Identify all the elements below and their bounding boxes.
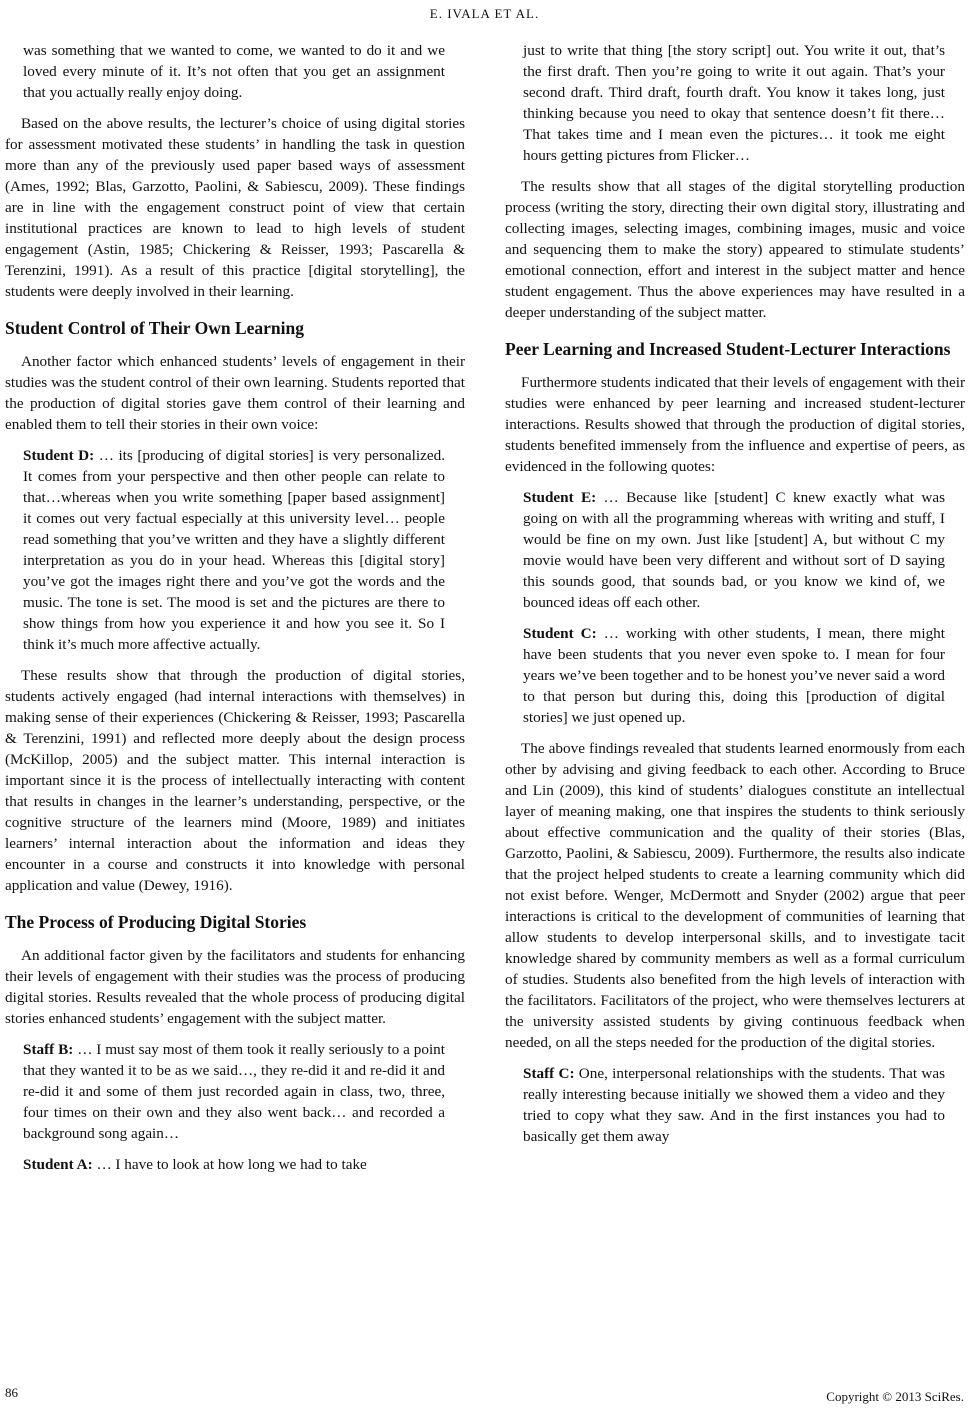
quote-speaker: Staff B:	[23, 1041, 74, 1058]
quote-student-c	[523, 623, 945, 728]
quote-speaker: Student A:	[23, 1156, 93, 1173]
quote-continuation: was something that we wanted to come, we wanted to do it and we loved every minute of it. It’s not often that you get an assignment that you actually really enjoy doing.	[23, 42, 445, 101]
paragraph: An additional factor given by the facilitators and students for enhancing their levels of engagement with their studies was the process of producing digital stories. Results revealed that the whole process of producing digital stories enhanced students’ engagement with the subject matter.	[5, 947, 465, 1027]
section-heading: The Process of Producing Digital Stories	[5, 912, 307, 932]
page-number: 86	[5, 1385, 18, 1400]
quote-student-d	[23, 445, 445, 655]
running-head: E. IVALA ET AL.	[429, 6, 540, 21]
quote-student-e	[523, 487, 945, 613]
quote-text: … I must say most of them took it really seriously to a point that they wanted it to be as we said…, they re-did it and re-did it and re-did it and some of them just recorded again in class, two, three, four times on their own and they also went back… and recorded a background song again…	[23, 1041, 445, 1142]
quote-staff-b	[23, 1039, 445, 1144]
paragraph: The results show that all stages of the digital storytelling production process (writing the story, directing their own digital story, illustrating and collecting images, selecting images, combining images, music and voice and sequencing them to make the story) appeared to stimulate students’ emotional connection, effort and interest in the subject matter and hence student engagement. Thus the above experiences may have resulted in a deeper understanding of the subject matter.	[505, 178, 965, 321]
quote-speaker: Student D:	[23, 447, 95, 464]
quote-speaker: Student C:	[523, 625, 597, 642]
paragraph: The above findings revealed that students learned enormously from each other by advising and giving feedback to each other. According to Bruce and Lin (2009), this kind of students’ dialogues constitute an intellectual layer of meaning making, one that inspires the students to think seriously about effective communication and the quality of their stories (Blas, Garzotto, Paolini, & Sabiescu, 2009). Furthermore, the results also indicate that the project helped students to create a learning community which did not exist before. Wenger, McDermott and Snyder (2002) argue that peer interactions is critical to the development of communities of learning that allow students to develop interpersonal skills, and to investigate tacit knowledge shared by community members as well as a formal curriculum of studies. Students also benefited from the high levels of interaction with the facilitators. Facilitators of the project, who were themselves lecturers at the university assisted students by giving continuous feedback when needed, on all the steps needed for the production of the digital stories.	[505, 740, 965, 1051]
copyright-notice: Copyright © 2013 SciRes.	[826, 1389, 964, 1404]
left-column	[5, 40, 465, 1185]
quote-staff-c	[523, 1063, 945, 1147]
section-heading: Student Control of Their Own Learning	[5, 318, 305, 338]
paragraph: Based on the above results, the lecturer’s choice of using digital stories for assessment motivated these students’ in handling the task in question more than any of the previously used paper based ways of assessment (Ames, 1992; Blas, Garzotto, Paolini, & Sabiescu, 2009). These findings are in line with the engagement construct point of view that certain institutional practices are known to lead to high levels of student engagement (Astin, 1985; Chickering & Reisser, 1993; Pascarella & Terenzini, 1991). As a result of this practice [digital storytelling], the students were deeply involved in their learning.	[5, 115, 465, 300]
paragraph: Another factor which enhanced students’ levels of engagement in their studies was the student control of their own learning. Students reported that the production of digital stories gave them control of their learning and enabled them to tell their stories in their own voice:	[5, 353, 465, 433]
quote-text: One, interpersonal relationships with the students. That was really interesting because initially we showed them a video and they tried to copy what they saw. And in the first instances you had to basically get them away	[523, 1065, 945, 1145]
paragraph: These results show that through the production of digital stories, students actively engaged (had internal interactions with themselves) in making sense of their experiences (Chickering & Reisser, 1993; Pascarella & Terenzini, 1991) and reflected more deeply about the design process (McKillop, 2005) and the subject matter. This internal interaction is important since it is the process of intellectually interacting with content that results in changes in the learner’s understanding, perspective, or the cognitive structure of the learners mind (Moore, 1989) and initiates learners’ internal interaction about the information and ideas they encounter in a course and constructs it into knowledge with personal application and value (Dewey, 1916).	[5, 667, 465, 894]
right-column	[505, 40, 965, 1157]
quote-text: … I have to look at how long we had to take	[92, 1156, 367, 1173]
quote-text: … its [producing of digital stories] is very personalized. It comes from your perspective and then other people can relate to that…whereas when you write something [paper based assignment] it comes out very factual especially at this university level… people read something that you’ve written and they have a slightly different interpretation as you do in your head. Whereas this [digital story] you’ve got the images right there and you’ve got the words and the music. The tone is set. The mood is set and the pictures are there to show things from how you experience it and how you see it. So I think it’s much more affective actually.	[23, 447, 445, 653]
section-heading: Peer Learning and Increased Student-Lecturer Interactions	[505, 339, 951, 359]
quote-speaker: Student E:	[523, 489, 597, 506]
quote-continuation: just to write that thing [the story script] out. You write it out, that’s the first draft. Then you’re going to write it out again. That’s your second draft. Third draft, fourth draft. You know it takes long, just thinking because you need to okay that sentence doesn’t fit there… That takes time and I mean even the pictures… it took me eight hours getting pictures from Flicker…	[523, 42, 945, 164]
quote-speaker: Staff C:	[523, 1065, 575, 1082]
paragraph: Furthermore students indicated that their levels of engagement with their studies were enhanced by peer learning and increased student-lecturer interactions. Results showed that through the production of digital stories, students benefited immensely from the influence and expertise of peers, as evidenced in the following quotes:	[505, 374, 965, 475]
quote-text: … working with other students, I mean, there might have been students that you never even spoke to. I mean for four years we’ve been together and to be honest you’ve never said a word to that person but during this, doing this [production of digital stories] we just opened up.	[523, 625, 945, 726]
quote-student-a	[23, 1154, 445, 1175]
quote-text: … Because like [student] C knew exactly what was going on with all the programming whereas with writing and stuff, I would be fine on my own. Just like [student] A, but without C my movie would have been very different and without sort of D saying this sounds good, that sounds bad, or you know we kind of, we bounced ideas off each other.	[523, 489, 945, 611]
